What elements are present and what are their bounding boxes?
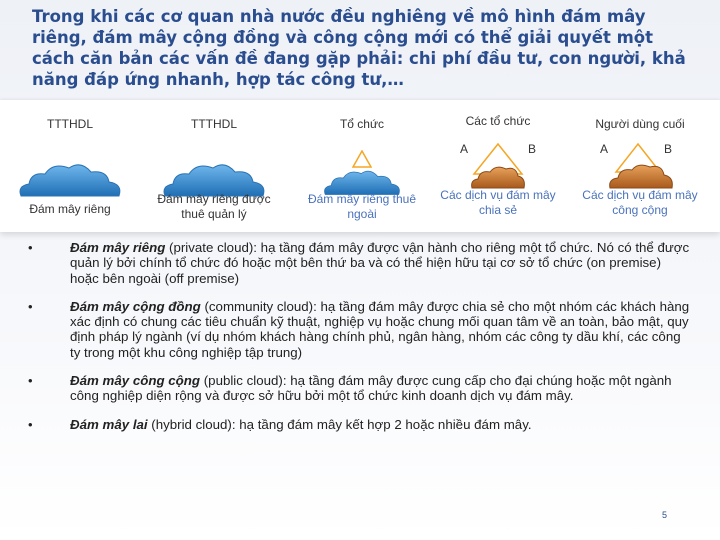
panel-private-cloud: [4, 104, 136, 232]
bullet-community-cloud: [24, 299, 690, 360]
bullet-marker: •: [28, 416, 33, 432]
panel-managed-private-cloud: [148, 104, 280, 232]
panel-public-cloud: [574, 104, 706, 232]
user-b-label: B: [664, 142, 673, 156]
user-a-label: A: [600, 142, 609, 156]
bullet-text: (community cloud): hạ tầng đám mây được chia sẻ cho một nhóm các khách hàng xác định có chung các tiêu chuẩn kỹ thuật, nghiệp vụ hoặc chung mối quan tâm về an toàn, bảo mật, quy định pháp lý ngành (ví dụ nhóm khách hàng chính phủ, ngân hàng, nhóm các công ty dầu khí, các công ty trong một khu công nghiệp tập trung): [70, 298, 690, 360]
panel-top-label: Tổ chức: [339, 117, 385, 131]
panel-caption: Các dịch vụ đám mây chia sẻ: [440, 188, 556, 217]
bullet-term: Đám mây lai: [70, 416, 148, 432]
slide-title: Trong khi các cơ quan nhà nước đều nghiêng về mô hình đám mây riêng, đám mây cộng đồng và công cộng mới có thể giải quyết một cách căn bản các vấn đề đang gặp phải: chi phí đầu tư, con người, khả năng đáp ứng nhanh, hợp tác công tư,…: [32, 7, 686, 89]
bullet-public-cloud: [24, 373, 690, 404]
panel-top-label: TTTHDL: [191, 117, 237, 131]
bullet-text: (private cloud): hạ tầng đám mây được vận hành cho riêng một tổ chức. Nó có thể được quản lý bởi chính tổ chức đó hoặc một bên thứ ba và có thể hiện hữu tại cơ sở tổ chức (on premise) hoặc bên ngoài (off premise): [70, 240, 690, 286]
public-cloud-diagram: [574, 138, 706, 190]
panel-caption: Đám mây riêng được thuê quản lý: [157, 192, 271, 221]
bullet-private-cloud: [24, 240, 690, 286]
bullet-term: Đám mây riêng: [70, 240, 166, 255]
panel-caption: Các dịch vụ đám mây công cộng: [582, 188, 698, 217]
panel-outsourced-private-cloud: [296, 104, 428, 232]
bullet-hybrid-cloud: [24, 417, 690, 432]
bullet-marker: •: [28, 373, 33, 389]
bullet-list: [24, 240, 690, 445]
bullet-term: Đám mây cộng đồng: [70, 298, 201, 314]
page-number: 5: [662, 510, 668, 520]
org-a-label: A: [460, 142, 469, 156]
org-b-label: B: [528, 142, 537, 156]
bullet-marker: •: [28, 240, 33, 255]
panel-top-label: Người dùng cuối: [595, 117, 685, 131]
panel-caption: Đám mây riêng: [29, 202, 111, 216]
shared-cloud-diagram: [432, 138, 564, 190]
bullet-text: (public cloud): hạ tầng đám mây được cung cấp cho đại chúng hoặc một ngành công nghiệp diện rộng và được sở hữu bởi một tổ chức kinh doanh dịch vụ đám mây.: [70, 373, 672, 404]
panel-caption: Đám mây riêng thuê ngoài: [307, 192, 417, 221]
cloud-icon: [15, 158, 125, 198]
bullet-term: Đám mây công cộng: [70, 373, 201, 389]
panel-shared-cloud: [432, 104, 564, 232]
panel-top-label: Các tổ chức: [465, 114, 531, 128]
panel-top-label: TTTHDL: [47, 117, 93, 131]
bullet-marker: •: [28, 298, 33, 314]
bullet-text: (hybrid cloud): hạ tầng đám mây kết hợp 2 hoặc nhiều đám mây.: [147, 416, 532, 432]
